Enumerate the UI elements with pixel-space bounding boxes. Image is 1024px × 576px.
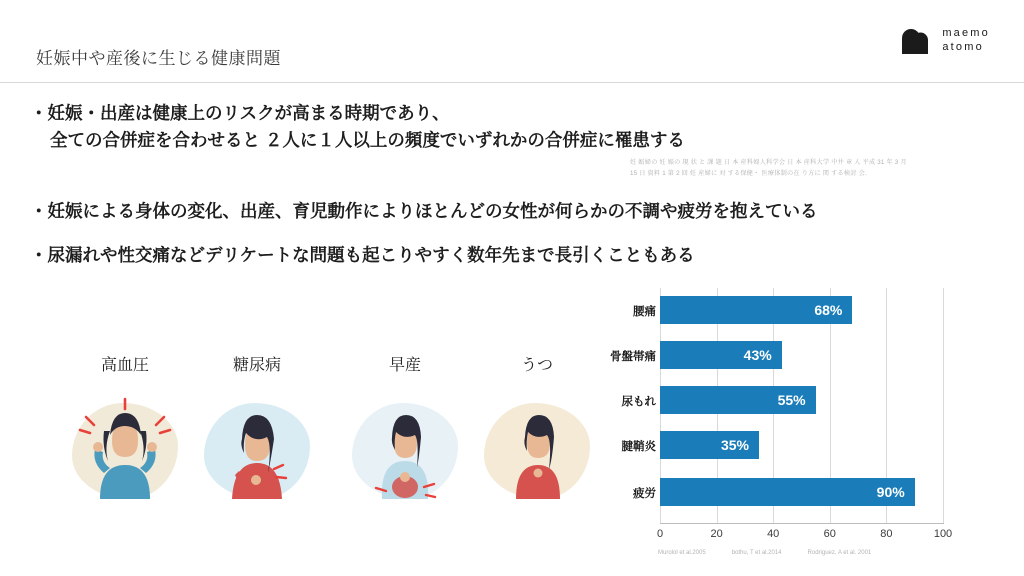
woman-headache-illustration — [60, 387, 190, 507]
illustration-row — [40, 352, 580, 532]
chart-bar — [660, 296, 852, 324]
woman-chest-pain-illustration — [192, 387, 322, 507]
chart-bar-value: 43% — [743, 347, 772, 363]
chart-x-tick: 40 — [767, 528, 780, 540]
chart-bar-value: 90% — [876, 484, 905, 500]
health-problems-bar-chart — [600, 288, 1000, 558]
chart-x-tick: 100 — [933, 528, 953, 540]
chart-bar-row — [660, 341, 782, 369]
citation-line-2: 15 日 資料 1 第 2 回 妊 産婦に 対 する保健・ 医療体制の在 り方に 関 する検討 会. — [630, 169, 867, 177]
chart-bar-row — [660, 431, 759, 459]
brand-logo-text — [942, 27, 990, 55]
bullet-item-1 — [30, 100, 907, 177]
chart-bar-row — [660, 478, 915, 506]
chart-category-label: 腱鞘炎 — [621, 441, 656, 453]
chart-x-tick: 60 — [823, 528, 836, 540]
chart-source-note: bothu, T et al.2014 — [731, 550, 782, 556]
chart-plot-area — [660, 288, 943, 523]
citation — [630, 158, 942, 180]
citation-line-1: 妊 娠婦の 妊 娠の 現 状 と 課 題 日 本 産科婦人科学会 日 本 産科大学 中井 章 人 平成 31 年 3 月 — [630, 159, 907, 166]
bullet-3-line-1: ・尿漏れや性交痛などデリケートな問題も起こりやすく数年先まで長引くこともある — [30, 245, 695, 265]
chart-bar — [660, 431, 759, 459]
illustration-label-1: 高血圧 — [100, 357, 149, 374]
bullet-2-line-1: ・妊娠による身体の変化、出産、育児動作によりほとんどの女性が何らかの不調や疲労を抱えている — [30, 201, 818, 221]
chart-category-label: 尿もれ — [621, 396, 656, 408]
page-title: 妊娠中や産後に生じる健康問題 — [36, 49, 281, 68]
chart-x-axis — [660, 523, 944, 524]
bullet-1-line-1: ・妊娠・出産は健康上のリスクが高まる時期であり、 — [30, 103, 450, 123]
bullet-item-3 — [30, 242, 695, 269]
maemoatomo-arch-logo-icon — [900, 26, 934, 56]
chart-bar-row — [660, 386, 816, 414]
illustration-item-hypertension — [60, 352, 190, 507]
woman-depression-illustration — [472, 387, 602, 507]
chart-bar — [660, 478, 915, 506]
illustration-label-4: うつ — [520, 357, 553, 374]
chart-category-label: 骨盤帯痛 — [610, 351, 656, 363]
brand-logo-line1: maemo — [942, 27, 990, 40]
chart-bar — [660, 341, 782, 369]
slide-header — [0, 0, 1024, 82]
chart-x-tick: 20 — [710, 528, 723, 540]
chart-bar — [660, 386, 816, 414]
illustration-item-diabetes — [192, 352, 322, 507]
illustration-label-2: 糖尿病 — [232, 357, 281, 374]
brand-logo-line2: atomo — [942, 41, 984, 53]
chart-bar-value: 55% — [777, 392, 806, 408]
chart-category-label: 腰痛 — [633, 306, 656, 318]
illustration-item-depression — [472, 352, 602, 507]
chart-category-label: 疲労 — [633, 488, 656, 500]
header-divider — [0, 82, 1024, 83]
chart-x-tick: 0 — [656, 528, 664, 540]
chart-bar-value: 35% — [720, 437, 749, 453]
illustration-item-preterm-birth — [340, 352, 470, 507]
chart-source-notes — [658, 550, 998, 556]
chart-x-tick: 80 — [880, 528, 893, 540]
chart-bar-row — [660, 296, 852, 324]
chart-source-note: Murolol et al.2005 — [658, 550, 706, 556]
brand-logo — [900, 26, 990, 56]
chart-bar-value: 68% — [814, 302, 843, 318]
pregnant-woman-pain-illustration — [340, 387, 470, 507]
bullet-1-line-2: 全ての合併症を合わせると ２人に１人以上の頻度でいずれかの合併症に罹患する — [50, 130, 685, 151]
illustration-label-3: 早産 — [388, 357, 421, 374]
bullet-item-2 — [30, 198, 818, 225]
chart-source-note: Rodriguez, A et al. 2001 — [807, 550, 872, 556]
